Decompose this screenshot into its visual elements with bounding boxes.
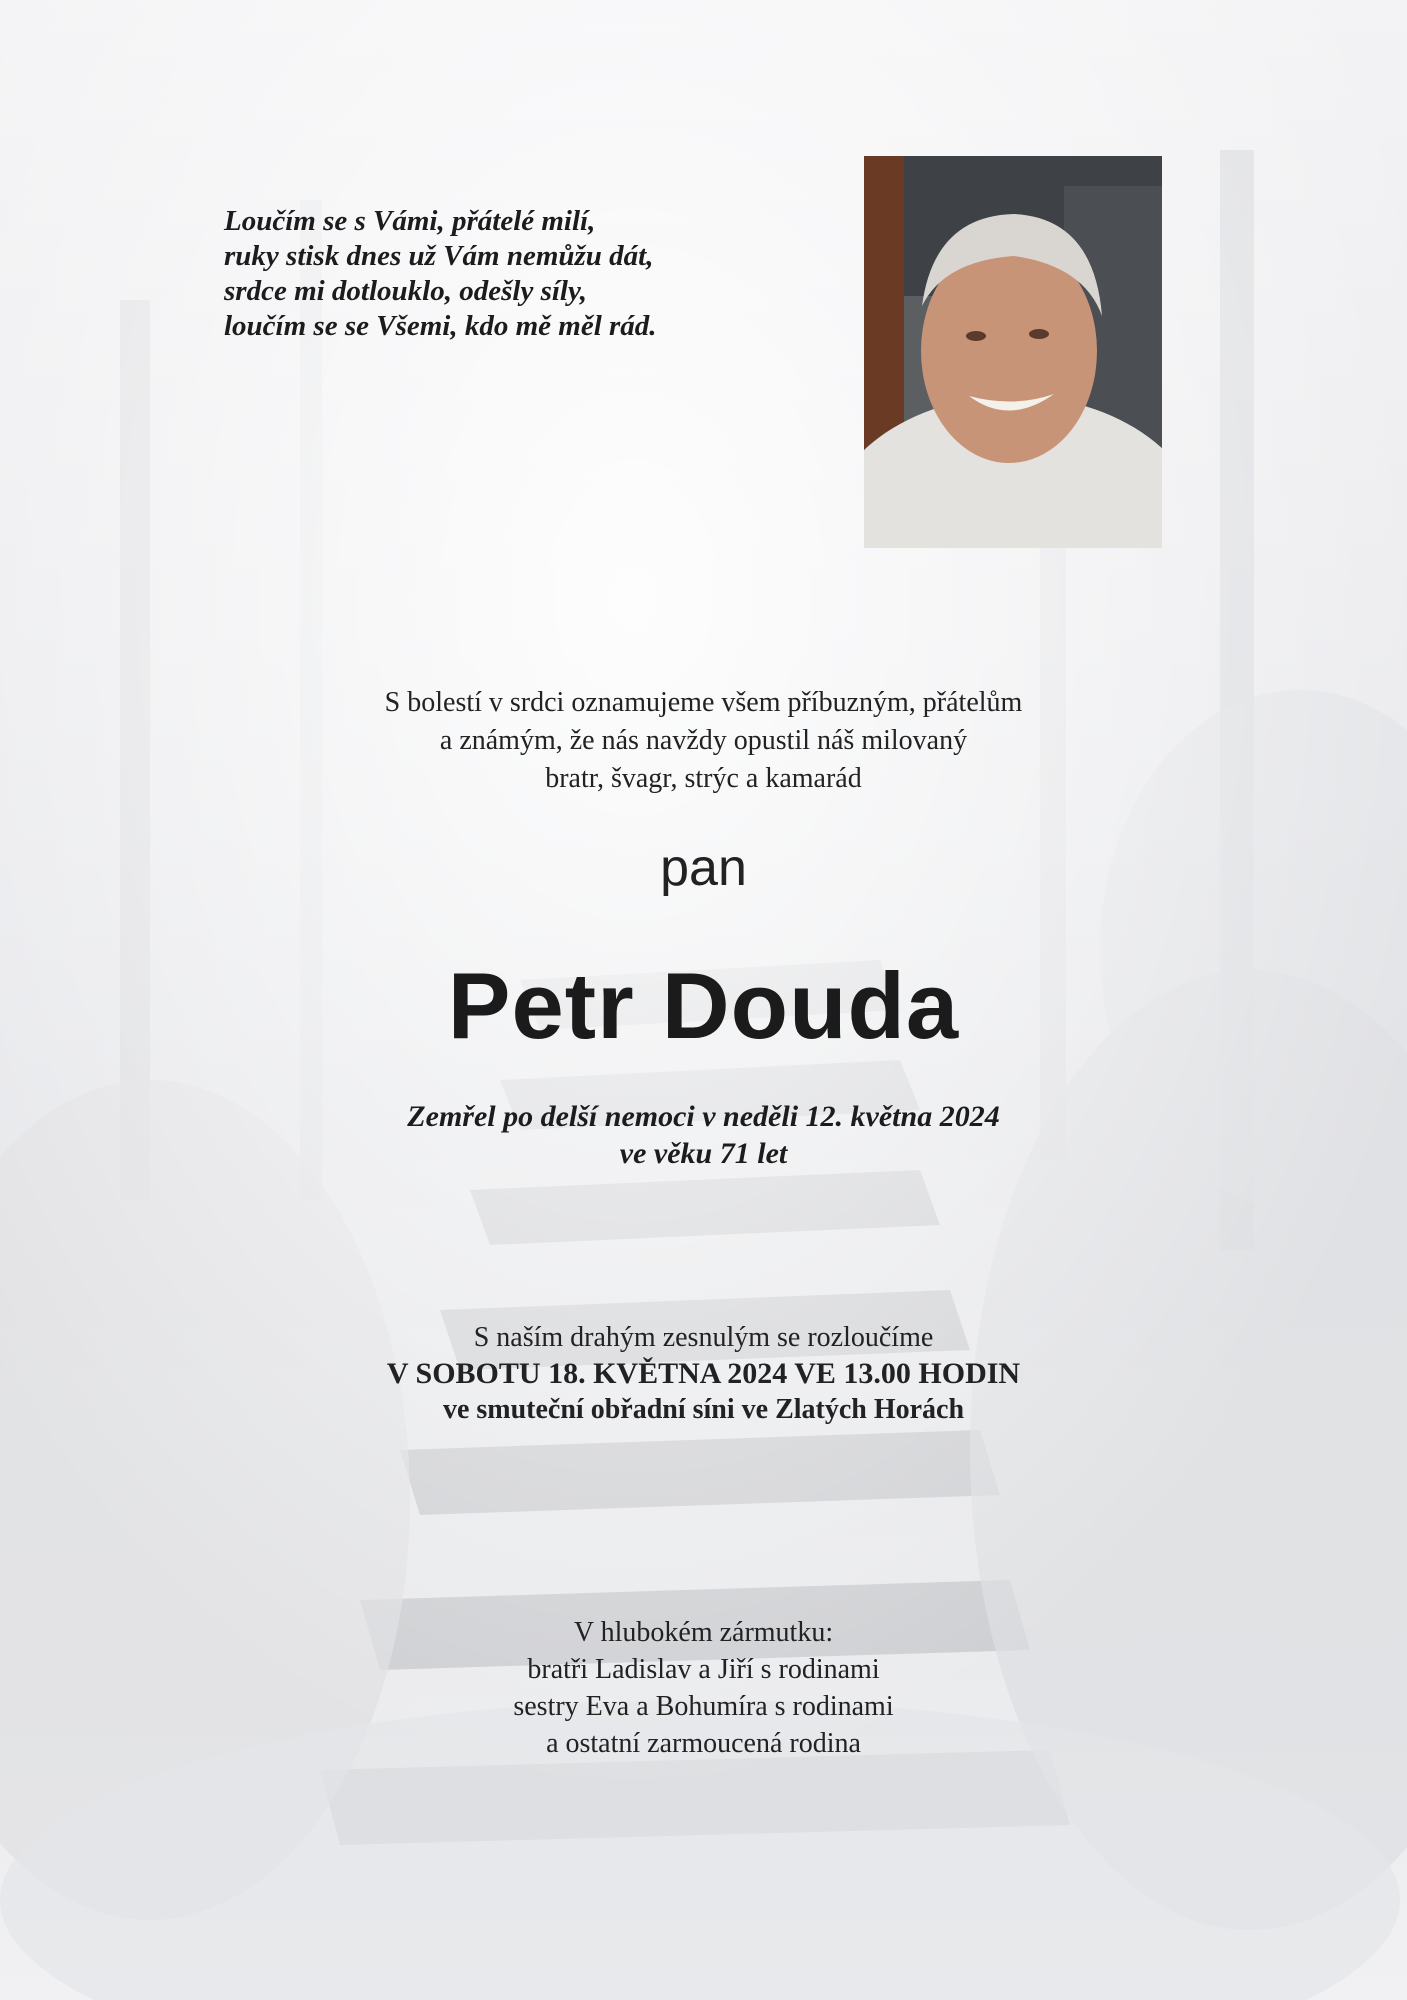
- deceased-name: Petr Douda: [447, 953, 960, 1058]
- death-info: [0, 1098, 1407, 1172]
- death-age: ve věku 71 let: [619, 1137, 788, 1170]
- mourners-line: a ostatní zarmoucená rodina: [546, 1728, 861, 1759]
- announcement-line: a známým, že nás navždy opustil náš milovaný: [439, 725, 968, 756]
- poem-line: ruky stisk dnes už Vám nemůžu dát,: [224, 240, 654, 272]
- honorific: pan: [660, 839, 747, 897]
- mourners: [0, 1614, 1407, 1762]
- poem-line: loučím se se Všemi, kdo mě měl rád.: [224, 310, 657, 342]
- announcement-line: bratr, švagr, strýc a kamarád: [545, 763, 862, 794]
- poem-line: Loučím se s Vámi, přátelé milí,: [224, 205, 596, 237]
- portrait-photo-icon: [864, 156, 1162, 548]
- portrait-photo: [864, 156, 1162, 548]
- ceremony-info: [0, 1320, 1407, 1428]
- ceremony-place: ve smuteční obřadní síni ve Zlatých Horách: [442, 1394, 965, 1425]
- mourners-line: sestry Eva a Bohumíra s rodinami: [513, 1691, 894, 1722]
- poem-line: srdce mi dotlouklo, odešly síly,: [224, 275, 588, 307]
- death-date: Zemřel po delší nemoci v neděli 12. května 2024: [407, 1100, 1000, 1133]
- mourners-heading: V hlubokém zármutku:: [573, 1617, 834, 1648]
- ceremony-date-time: V SOBOTU 18. KVĚTNA 2024 VE 13.00 HODIN: [386, 1357, 1021, 1390]
- announcement-line: S bolestí v srdci oznamujeme všem příbuzným, přátelům: [384, 687, 1023, 718]
- mourners-line: bratři Ladislav a Jiří s rodinami: [527, 1654, 880, 1685]
- announcement-text: [0, 684, 1407, 798]
- ceremony-intro: S naším drahým zesnulým se rozloučíme: [473, 1322, 934, 1353]
- farewell-poem: [224, 204, 784, 344]
